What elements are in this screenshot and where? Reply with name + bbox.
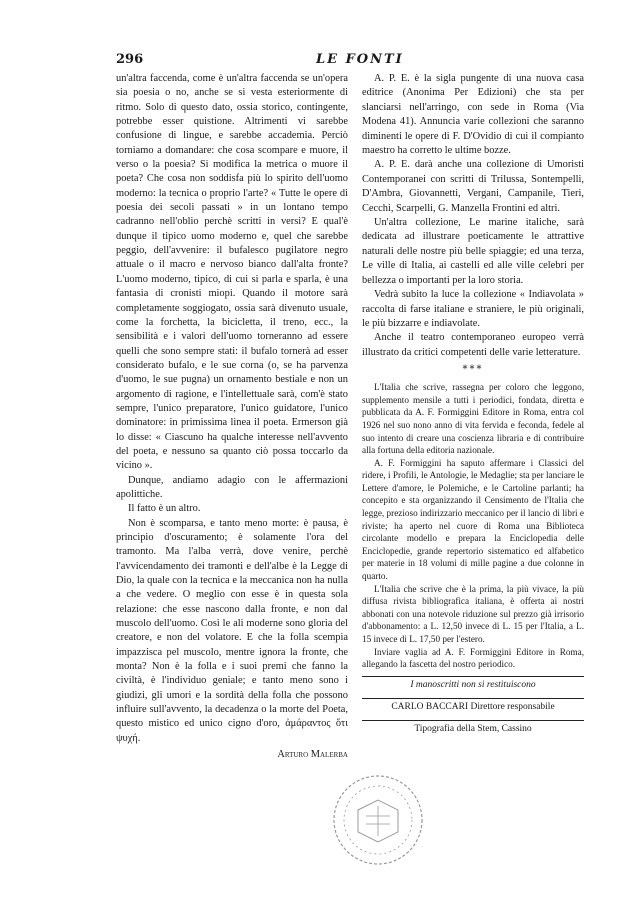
printer-line: Tipografia della Stem, Cassino xyxy=(414,723,532,734)
notice-paragraph-1: L'Italia che scrive, rassegna per coloro che leggono, supplemento mensile a tutti i periodici, fondata, diretta e pubblicata da A. F. Formiggini Editore in Roma, entra col 1926 nel suo nono anno di vita fervida e feconda, fedele al suo intento di creare una coscienza libraria e di contribuire alla fortuna della editoria nazionale. xyxy=(362,382,584,456)
running-title: LE FONTI xyxy=(316,52,404,67)
author-signature: Arturo Malerba xyxy=(277,749,348,761)
left-paragraph-4: Non è scomparsa, e tanto meno morte: è pausa, è principio d'oscuramento; è solamente l'ora del tramonto. Ma l'alba verrà, dove venire, perchè l'avvicendamento dei tramonti e dell'albe è la Legge di Dio, la quale con la tecnica e la meccanica non ha nulla a che vedere. O meglio con esse è in questa sola relazione: che esse nascono dalla fronte, e non dal muscolo dell'uomo. Così le ali moderne sono gloria del creatore, e non del volatore. E che la folla scempia impazzisca pel muscolo, mentre ignora la fronte, che monta? Non è la folla e i suoi premi che fanno la civiltà, è l'individuo geniale; e tanto meno sono i giudizi, gli umori e la sordità della folla che possono influire sull'avvento, la decadenza o la morte del Poeta, questo mistico ed unico cigno d'oro, ἀμάραντος ὅτι ψυχή. xyxy=(116,517,348,744)
left-column xyxy=(116,72,348,763)
section-ornament: *** xyxy=(462,364,484,376)
manuscripts-notice: I manoscritti non si restituiscono xyxy=(410,679,536,690)
left-paragraph-2: Dunque, andiamo adagio con le affermazioni apolittiche. xyxy=(116,474,348,500)
advertisement-section xyxy=(362,381,584,671)
stamp-emblem-lines xyxy=(366,806,390,836)
notice-paragraph-2: A. F. Formiggini ha saputo affermare i Classici del ridere, i Profili, le Antologie, le Medaglie; sta per lanciare le Lettere d'amore, le Polemiche, e le Cartoline parlanti; ha concepito e sta organizzando il Censimento de l'Italia che legge, prezioso indirizzario meccanico per il lancio di libri e riviste; ha aperto nel cuore di Roma una Biblioteca circolante modello e prepara la Enciclopedia delle Enciclopedie, grande repertorio sistematico ed alfabetico per materie in 18 volumi di mille pagine a due colonne in quarto. xyxy=(362,457,584,582)
right-column xyxy=(362,72,584,737)
left-paragraph-3: Il fatto è un altro. xyxy=(128,503,201,515)
right-paragraph-3: Un'altra collezione, Le marine italiche, sarà dedicata ad illustrare poeticamente le attrattive naturali delle nostre più belle spiaggie; ed una terza, Le ville di Italia, ai castelli ed alle ville celebri per bellezza o importanti per la loro storia. xyxy=(362,217,584,286)
right-paragraph-4: Vedrà subito la luce la collezione « Indiavolata » raccolta di farse italiane e straniere, le più originali, le più bizzarre e indiavolate. xyxy=(362,289,584,329)
left-paragraph-1: un'altra faccenda, come è un'altra faccenda se un'opera sia poesia o no, anche se si vesta esteriormente di ritmo. Solo di questo dato, ossia storico, contingente, potrebbe esser quistione. Altrimenti vi sarebbe confusione di lingue, e sarebbe accademia. Perciò torniamo a domandare: che cosa scompare e muore, il verso o la poesia? Si modifica la metrica o muore il poeta? Che cosa non soddisfa più lo spirito dell'uomo moderno: la tecnica o proprio l'arte? « Tutte le opere di poesia dei secoli passati » in un lontano tempo cadranno nell'oblio perchè scritti in versi? E qual'è dunque il tipico uomo moderno e, quel che sarebbe peggio, dell'avvenire: il bufalesco pugilatore negro attuale o il macro e nervoso bianco dall'alta fronte? L'uomo moderno, tipico, di cui si parla e sparla, è una fantasia di cronisti miopi. Quando il motore sarà completamente soggiogato, ossia sarà divenuto usuale, come la forchetta, la bicicletta, il treno, ecc., la sensibilità e i valori dell'uomo torneranno ad essere quelli che sono sempre stati: il bufalo tornerà ad esser considerato bufalo, e le sue corna (o, se ha parvenza d'uomo, le sue pugna) un ornamento bestiale e non un argomento di ragione, e l'intellettuale sarà, com'è stato sempre, l'unico preparatore, l'unico guidatore, l'unico dominatore: in primissima linea il poeta. Ermerson già lo disse: « Ciascuno ha qualche interesse nell'avvento del poeta, e nessuno sa quanto ciò possa toccarlo da vicino ». xyxy=(116,73,348,472)
notice-paragraph-3: L'Italia che scrive che è la prima, la più vivace, la più diffusa rivista bibliografica italiana, è offerta ai nostri abbonati con una notevole riduzione sul prezzo già irrisorio d'abbonamento: a L. 12,50 invece di L. 15 per l'Italia, a L. 15 invece di L. 17,50 per l'estero. xyxy=(362,583,584,644)
right-paragraph-2: A. P. E. darà anche una collezione di Umoristi Contemporanei con scritti di Trilussa, Sontempelli, D'Ambra, Giovannetti, Vergani, Campanile, Tieri, Cecchi, Scarpelli, G. Manzella Frontini ed altri. xyxy=(362,159,584,214)
director-line: CARLO BACCARI Direttore responsabile xyxy=(391,701,555,712)
news-section xyxy=(362,72,584,360)
library-stamp xyxy=(328,770,428,870)
right-paragraph-5: Anche il teatro contemporaneo europeo verrà illustrato da critici competenti delle varie letterature. xyxy=(362,332,584,358)
notice-paragraph-4: Inviare vaglia ad A. F. Formiggini Editore in Roma, allegando la fascetta del nostro periodico. xyxy=(362,646,584,670)
page-number: 296 xyxy=(116,52,144,67)
right-paragraph-1: A. P. E. è la sigla pungente di una nuova casa editrice (Anonima Per Edizioni) che sta per slanciarsi nell'arringo, con sede in Roma (Via Modena 41). Annuncia varie collezioni che saranno diminenti le opere di F. D'Ovidio di cui il compianto maestro ha corretto le ultime bozze. xyxy=(362,73,584,157)
